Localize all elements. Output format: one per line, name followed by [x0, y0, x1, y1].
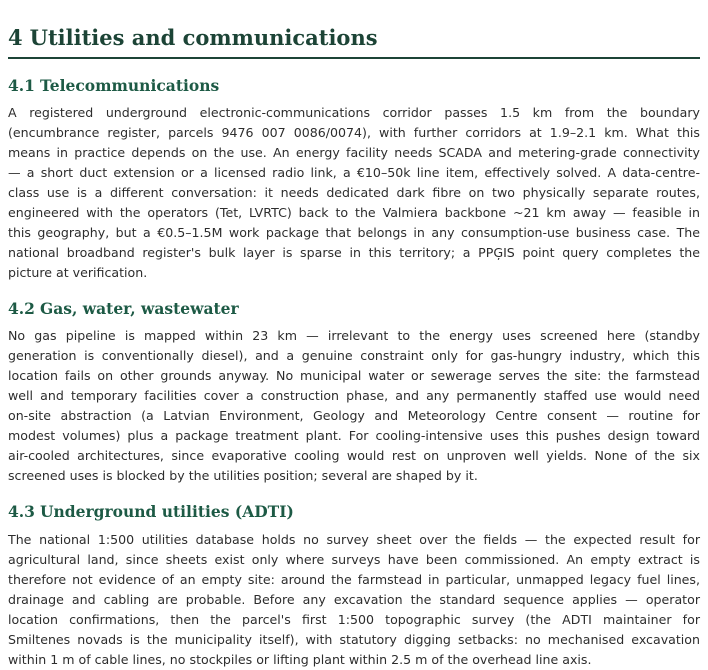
paragraph-line: picture at verification.: [8, 265, 148, 280]
paragraph-line: location confirmations, then the parcel's first 1:500 topographic survey (the ADTI maintainer for: [8, 612, 700, 627]
paragraph-line: class use is a different conversation: it needs dedicated dark fibre on two physically separate routes,: [8, 185, 700, 200]
paragraph-line: No gas pipeline is mapped within 23 km — irrelevant to the energy uses screened here (standby: [8, 328, 700, 343]
chapter-title: Utilities and communications: [29, 25, 378, 50]
paragraph-line: Smiltenes novads is the municipality itself), with statutory digging setbacks: no mechanised excavation: [8, 632, 700, 647]
paragraph-line: means in practice depends on the use. An energy facility needs SCADA and metering-grade connectivity: [8, 145, 700, 160]
section-title: Gas, water, wastewater: [39, 299, 239, 318]
paragraph-line: well and temporary facilities cover a construction phase, and any permanently staffed use would need: [8, 388, 700, 403]
paragraph-line: this geography, but a €0.5–1.5M work package that belongs in any consumption-use business case. The: [8, 225, 700, 240]
paragraph-line: generation is conventionally diesel), and a genuine constraint only for gas-hungry industry, which this: [8, 348, 700, 363]
paragraph-line: (encumbrance register, parcels 9476 007 0086/0074), with further corridors at 1.9–2.1 km. What this: [8, 125, 700, 140]
paragraph-line: drainage and cabling are probable. Before any excavation the standard sequence applies — operator: [8, 592, 700, 607]
chapter-heading: [8, 0, 700, 59]
document-page: [8, 0, 700, 670]
paragraph-line: therefore not evidence of an empty site: around the farmstead in particular, unmapped legacy fuel lines,: [8, 572, 700, 587]
paragraph-line: — a short duct extension or a licensed radio link, a €10–50k line item, effectively solved. A data-centre-: [8, 165, 700, 180]
paragraph-line: national broadband register's bulk layer is sparse in this territory; a PPĢIS point query completes the: [8, 245, 700, 260]
paragraph-line: within 1 m of cable lines, no stockpiles or lifting plant within 2.5 m of the overhead line axis.: [8, 652, 592, 667]
paragraph-line: modest volumes) plus a package treatment plant. For cooling-intensive uses this pushes design toward: [8, 428, 700, 443]
section-number: 4.2: [8, 299, 35, 318]
paragraph-line: location fails on other grounds anyway. No municipal water or sewerage serves the site: the farmstead: [8, 368, 700, 383]
paragraph-line: screened uses is blocked by the utilities position; several are shaped by it.: [8, 468, 478, 483]
paragraph-line: air-cooled architectures, since evaporative cooling would rest on unproven well yields. None of the six: [8, 448, 700, 463]
paragraph-line: agricultural land, since sheets exist only where surveys have been commissioned. An empty extract is: [8, 552, 700, 567]
section-number: 4.1: [8, 76, 35, 95]
section-heading-telecommunications: [8, 75, 700, 97]
paragraph-line: engineered with the operators (Tet, LVRTC) back to the Valmiera backbone ~21 km away — feasible in: [8, 205, 700, 220]
section-title: Underground utilities (ADTI): [39, 502, 294, 521]
section-body-underground-utilities: [8, 530, 700, 670]
section-heading-gas-water-wastewater: [8, 298, 700, 320]
paragraph-line: The national 1:500 utilities database holds no survey sheet over the fields — the expected result for: [8, 532, 700, 547]
section-body-telecommunications: [8, 103, 700, 283]
section-title: Telecommunications: [39, 76, 220, 95]
section-body-gas-water-wastewater: [8, 326, 700, 486]
paragraph-line: on-site abstraction (a Latvian Environment, Geology and Meteorology Centre consent — routine for: [8, 408, 700, 423]
paragraph-line: A registered underground electronic-communications corridor passes 1.5 km from the boundary: [8, 105, 700, 120]
section-number: 4.3: [8, 502, 35, 521]
chapter-number: 4: [8, 25, 23, 50]
section-heading-underground-utilities: [8, 501, 700, 523]
